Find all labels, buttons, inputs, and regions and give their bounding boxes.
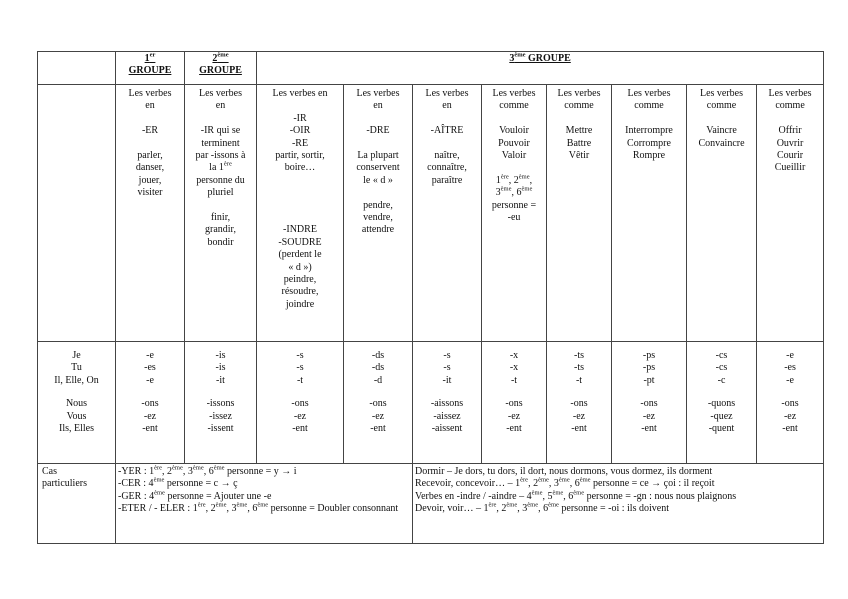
pronoun: Nous bbox=[65, 398, 88, 410]
special-case-line: -CER : 4ème personne = c → ç bbox=[118, 477, 238, 490]
ending: -d bbox=[373, 374, 383, 386]
desc-line: Ouvrir bbox=[776, 137, 804, 149]
desc-line: en bbox=[145, 100, 155, 112]
desc-line: -OIR bbox=[289, 125, 311, 137]
endings-cell bbox=[612, 342, 687, 464]
pronoun: Ils, Elles bbox=[59, 423, 94, 435]
endings-cell bbox=[257, 342, 344, 464]
desc-line: (perdent le bbox=[278, 249, 322, 261]
special-case-line: -YER : 1ère, 2ème, 3ème, 6ème personne = y → i bbox=[118, 464, 297, 477]
desc-line: Pouvoir bbox=[498, 137, 530, 149]
desc-line: Vaincre bbox=[706, 125, 737, 137]
desc-line: comme bbox=[564, 100, 594, 112]
desc-line bbox=[484, 113, 544, 125]
desc-line bbox=[484, 162, 544, 174]
description-row bbox=[38, 85, 824, 342]
desc-line bbox=[259, 100, 341, 112]
desc-line: attendre bbox=[361, 224, 395, 236]
desc-line: Les verbes bbox=[128, 88, 172, 99]
pronoun: Je bbox=[72, 350, 81, 361]
desc-line: Valoir bbox=[501, 150, 527, 162]
header-row bbox=[38, 52, 824, 85]
desc-line: conservent bbox=[356, 162, 400, 174]
endings-cell bbox=[413, 342, 482, 464]
ending: -quez bbox=[710, 410, 733, 422]
desc-line: -ER bbox=[141, 125, 159, 137]
ending: -s bbox=[296, 362, 304, 374]
group-2-header: 2ème GROUPE bbox=[185, 52, 257, 85]
desc-line: le « d » bbox=[363, 174, 393, 186]
ending: -cs bbox=[715, 350, 728, 361]
desc-line bbox=[259, 175, 341, 187]
col-desc bbox=[547, 85, 612, 342]
ending: -e bbox=[146, 350, 154, 361]
group-1-header: 1er GROUPE bbox=[116, 52, 185, 85]
endings-cell bbox=[116, 342, 185, 464]
desc-line: Vouloir bbox=[499, 125, 529, 137]
desc-line bbox=[259, 187, 341, 199]
desc-line: Rompre bbox=[632, 150, 666, 162]
special-cases-left bbox=[116, 464, 413, 544]
desc-line: Les verbes bbox=[356, 88, 400, 99]
special-case-line: Dormir – Je dors, tu dors, il dort, nous dormons, vous dormez, ils dorment bbox=[415, 466, 713, 477]
desc-line: 3ème, 6ème bbox=[495, 185, 533, 199]
ending: -ps bbox=[642, 362, 656, 374]
desc-line: paraître bbox=[431, 174, 463, 186]
ending: -aissons bbox=[430, 398, 464, 410]
ending: -e bbox=[786, 350, 794, 361]
ending: -s bbox=[443, 350, 451, 361]
special-case-line: Devoir, voir… – 1ère, 2ème, 3ème, 6ème personne = -oi : ils doivent bbox=[415, 501, 669, 515]
desc-line bbox=[118, 113, 182, 125]
desc-line: Les verbes en bbox=[272, 88, 328, 99]
special-cases-label: Cas particuliers bbox=[38, 464, 116, 544]
desc-line: La plupart bbox=[357, 150, 399, 161]
desc-line: par -issons à bbox=[195, 150, 246, 162]
ending: -ez bbox=[572, 410, 586, 422]
conjugation-table bbox=[37, 51, 824, 544]
ending: -ds bbox=[371, 350, 385, 361]
col-desc bbox=[344, 85, 413, 342]
ending: -t bbox=[510, 374, 518, 386]
ending: -issent bbox=[207, 423, 234, 435]
ending: -quons bbox=[707, 398, 736, 410]
col-desc bbox=[185, 85, 257, 342]
col-desc bbox=[757, 85, 824, 342]
desc-line: partir, sortir, bbox=[275, 150, 325, 162]
col-desc bbox=[687, 85, 757, 342]
desc-line: pendre, bbox=[363, 199, 393, 211]
desc-line: en bbox=[373, 100, 383, 112]
desc-line bbox=[415, 138, 479, 150]
desc-line bbox=[759, 113, 821, 125]
ending: -x bbox=[509, 350, 519, 361]
ending: -c bbox=[717, 374, 726, 386]
ending: -issons bbox=[206, 398, 235, 410]
desc-line bbox=[415, 113, 479, 125]
pronoun: Vous bbox=[66, 410, 87, 422]
ending: -ent bbox=[142, 423, 158, 435]
desc-line: Corrompre bbox=[627, 137, 671, 149]
group-3-header: 3ème GROUPE bbox=[257, 52, 824, 85]
pronouns-cell bbox=[38, 342, 116, 464]
ending: -aissez bbox=[433, 410, 461, 422]
ending: -ent bbox=[506, 423, 522, 435]
ending: -ons bbox=[291, 398, 309, 410]
desc-line: bondir bbox=[207, 236, 234, 248]
desc-line: visiter bbox=[137, 187, 163, 199]
endings-cell bbox=[344, 342, 413, 464]
desc-line: Cueillir bbox=[774, 162, 806, 174]
desc-line: joindre bbox=[285, 298, 315, 310]
desc-line: Courir bbox=[776, 150, 804, 162]
endings-cell bbox=[547, 342, 612, 464]
desc-line: naître, bbox=[434, 150, 460, 161]
ending: -ez bbox=[642, 410, 656, 422]
desc-line: -eu bbox=[507, 212, 521, 224]
ending: -is bbox=[215, 350, 226, 361]
ending: -es bbox=[784, 362, 796, 374]
endings-cell bbox=[757, 342, 824, 464]
ending: -ons bbox=[369, 398, 387, 410]
desc-line: Les verbes bbox=[557, 88, 601, 99]
desc-line: vendre, bbox=[363, 212, 393, 224]
ending: -ent bbox=[782, 423, 798, 435]
desc-line: Offrir bbox=[778, 125, 802, 137]
endings-cell bbox=[185, 342, 257, 464]
desc-line: résoudre, bbox=[281, 286, 319, 298]
col-desc bbox=[413, 85, 482, 342]
desc-line: comme bbox=[499, 100, 529, 112]
col-desc bbox=[482, 85, 547, 342]
desc-line: 1ère, 2ème, bbox=[495, 173, 533, 186]
ending: -s bbox=[296, 350, 304, 361]
ending: -ons bbox=[640, 398, 658, 410]
ending: -ts bbox=[574, 362, 584, 374]
desc-line bbox=[346, 138, 410, 150]
col-desc bbox=[612, 85, 687, 342]
ending: -it bbox=[442, 374, 452, 386]
desc-line bbox=[259, 200, 341, 212]
ending: -x bbox=[509, 362, 519, 374]
desc-line: jouer, bbox=[138, 174, 162, 186]
desc-line: -IR qui se bbox=[200, 125, 241, 137]
desc-line: -IR bbox=[293, 112, 307, 124]
desc-line: grandir, bbox=[205, 224, 236, 236]
desc-line: « d ») bbox=[288, 261, 312, 273]
desc-line bbox=[689, 113, 754, 125]
ending: -ent bbox=[571, 423, 587, 435]
ending: -ent bbox=[292, 423, 308, 435]
desc-line bbox=[118, 138, 182, 150]
ending: -issez bbox=[209, 410, 232, 422]
ending: -ons bbox=[505, 398, 523, 410]
special-case-line: -ETER / - ELER : 1ère, 2ème, 3ème, 6ème personne = Doubler consonnant bbox=[118, 501, 399, 515]
ending: -ps bbox=[642, 350, 656, 361]
ending: -ez bbox=[293, 410, 307, 422]
desc-line: finir, bbox=[210, 212, 231, 224]
desc-line: Les verbes bbox=[627, 88, 671, 99]
desc-line: parler, bbox=[137, 150, 163, 161]
empty-cell bbox=[38, 85, 116, 342]
ending: -ez bbox=[143, 410, 157, 422]
desc-line: personne = bbox=[491, 199, 537, 211]
desc-line: danser, bbox=[135, 162, 165, 174]
desc-line: Les verbes bbox=[492, 88, 536, 99]
desc-line: boire… bbox=[284, 162, 316, 174]
ending: -quent bbox=[708, 423, 735, 435]
desc-line: connaître, bbox=[427, 162, 467, 174]
ending: -ds bbox=[371, 362, 385, 374]
ending: -t bbox=[296, 374, 304, 386]
ending: -ez bbox=[371, 410, 385, 422]
special-case-line: -GER : 4ème personne = Ajouter une -e bbox=[118, 489, 272, 502]
desc-line: Convaincre bbox=[698, 137, 745, 149]
desc-line: personne du bbox=[196, 174, 245, 186]
ending: -ons bbox=[570, 398, 588, 410]
desc-line: -DRE bbox=[366, 125, 390, 137]
desc-line bbox=[549, 113, 609, 125]
desc-line: pluriel bbox=[207, 187, 234, 199]
desc-line: Battre bbox=[566, 137, 592, 149]
ending: -ons bbox=[781, 398, 799, 410]
desc-line: -AÎTRE bbox=[430, 125, 464, 137]
desc-line bbox=[346, 113, 410, 125]
ending: -is bbox=[215, 362, 226, 374]
desc-line: la 1ère bbox=[209, 161, 232, 174]
ending: -cs bbox=[715, 362, 728, 374]
ending: -pt bbox=[643, 374, 655, 386]
desc-line: -INDRE bbox=[283, 224, 317, 236]
endings-row bbox=[38, 342, 824, 464]
desc-line: -SOUDRE bbox=[278, 236, 322, 248]
desc-line bbox=[259, 212, 341, 224]
desc-line bbox=[187, 113, 254, 125]
endings-cell bbox=[482, 342, 547, 464]
ending: -it bbox=[216, 374, 225, 386]
desc-line: en bbox=[442, 100, 452, 112]
desc-line bbox=[187, 200, 254, 212]
special-case-line: Recevoir, concevoir… – 1ère, 2ème, 3ème, 6ème personne = ce → çoi : il reçoit bbox=[415, 477, 715, 490]
desc-line: comme bbox=[706, 100, 737, 112]
corner-cell bbox=[38, 52, 116, 85]
ending: -ons bbox=[141, 398, 159, 410]
pronoun: Tu bbox=[71, 362, 82, 374]
ending: -e bbox=[786, 374, 794, 386]
desc-line: Les verbes bbox=[198, 88, 243, 99]
desc-line bbox=[614, 113, 684, 125]
desc-line: Les verbes bbox=[699, 88, 744, 99]
desc-line: comme bbox=[634, 100, 664, 112]
desc-line bbox=[346, 187, 410, 199]
ending: -ts bbox=[574, 350, 584, 361]
special-cases-right bbox=[413, 464, 824, 544]
col-desc bbox=[257, 85, 344, 342]
col-desc bbox=[116, 85, 185, 342]
desc-line: terminent bbox=[201, 137, 240, 149]
desc-line: Mettre bbox=[565, 125, 593, 137]
ending: -e bbox=[146, 374, 154, 386]
ending: -s bbox=[443, 362, 451, 374]
pronoun: Il, Elle, On bbox=[54, 374, 99, 386]
desc-line: en bbox=[215, 100, 226, 112]
ending: -ent bbox=[641, 423, 657, 435]
special-cases-row bbox=[38, 464, 824, 544]
ending: -ent bbox=[370, 423, 386, 435]
desc-line: Interrompre bbox=[625, 125, 673, 137]
ending: -aissent bbox=[431, 423, 463, 435]
ending: -ez bbox=[783, 410, 797, 422]
desc-line: Les verbes bbox=[425, 88, 469, 99]
desc-line: -RE bbox=[291, 137, 309, 149]
desc-line: comme bbox=[775, 100, 805, 112]
desc-line: peindre, bbox=[283, 274, 317, 286]
ending: -t bbox=[575, 374, 583, 386]
ending: -ez bbox=[507, 410, 521, 422]
desc-line: Les verbes bbox=[768, 88, 812, 99]
endings-cell bbox=[687, 342, 757, 464]
special-case-line: Verbes en -indre / -aindre – 4ème, 5ème, 6ème personne = -gn : nous nous plaignons bbox=[415, 489, 737, 502]
ending: -es bbox=[144, 362, 156, 374]
desc-line: Vêtir bbox=[568, 150, 590, 162]
